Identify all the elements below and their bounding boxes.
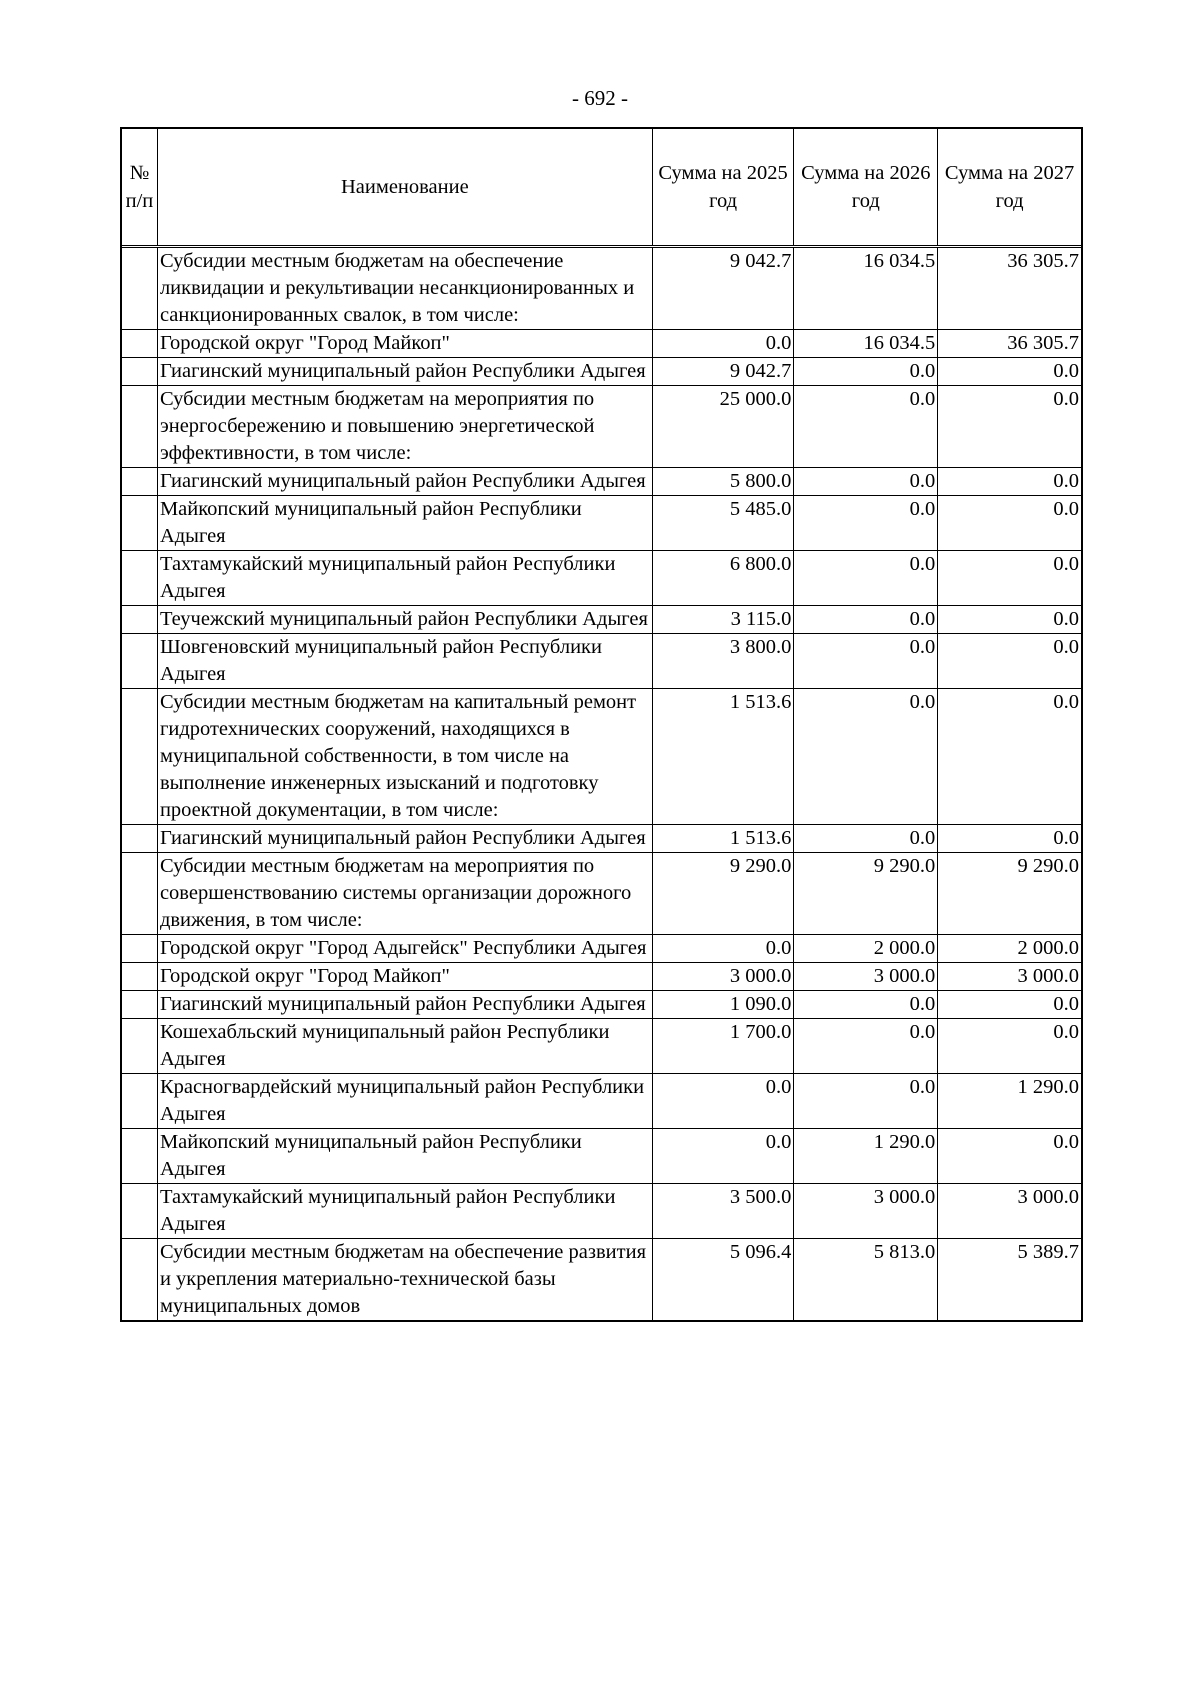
header-2026: Сумма на 2026 год	[794, 129, 938, 247]
row-value-2025: 1 513.6	[652, 825, 794, 853]
row-name: Субсидии местным бюджетам на мероприятия по энергосбережению и повышению энергетической эффективности, в том числе:	[157, 386, 652, 468]
row-name: Тахтамукайский муниципальный район Республики Адыгея	[157, 551, 652, 606]
row-name: Гиагинский муниципальный район Республики Адыгея	[157, 991, 652, 1019]
row-value-2026: 16 034.5	[794, 247, 938, 330]
row-value-2027: 0.0	[938, 991, 1082, 1019]
row-value-2027: 5 389.7	[938, 1239, 1082, 1321]
row-value-2026: 0.0	[794, 825, 938, 853]
row-value-2025: 0.0	[652, 1074, 794, 1129]
row-value-2025: 0.0	[652, 935, 794, 963]
row-name: Шовгеновский муниципальный район Республики Адыгея	[157, 634, 652, 689]
table-row	[122, 825, 1082, 853]
row-index	[122, 1239, 158, 1321]
row-index	[122, 551, 158, 606]
table-row	[122, 496, 1082, 551]
table-row	[122, 935, 1082, 963]
table-row	[122, 1074, 1082, 1129]
row-name: Красногвардейский муниципальный район Республики Адыгея	[157, 1074, 652, 1129]
row-index	[122, 468, 158, 496]
row-name: Субсидии местным бюджетам на капитальный ремонт гидротехнических сооружений, находящихся в муниципальной собственности, в том числе на выполнение инженерных изысканий и подготовку проектной документации, в том числе:	[157, 689, 652, 825]
row-value-2025: 9 042.7	[652, 247, 794, 330]
row-value-2027: 0.0	[938, 825, 1082, 853]
budget-table	[121, 128, 1082, 1321]
row-index	[122, 991, 158, 1019]
row-value-2026: 0.0	[794, 358, 938, 386]
table-row	[122, 1239, 1082, 1321]
row-value-2025: 25 000.0	[652, 386, 794, 468]
table-row	[122, 634, 1082, 689]
row-value-2025: 3 115.0	[652, 606, 794, 634]
row-index	[122, 689, 158, 825]
row-index	[122, 386, 158, 468]
row-value-2026: 0.0	[794, 991, 938, 1019]
row-index	[122, 1129, 158, 1184]
row-name: Кошехабльский муниципальный район Республики Адыгея	[157, 1019, 652, 1074]
row-index	[122, 496, 158, 551]
table-row	[122, 606, 1082, 634]
row-value-2025: 0.0	[652, 330, 794, 358]
row-index	[122, 1074, 158, 1129]
row-value-2025: 5 485.0	[652, 496, 794, 551]
table-body	[122, 247, 1082, 1321]
row-value-2025: 9 042.7	[652, 358, 794, 386]
row-index	[122, 1019, 158, 1074]
row-value-2025: 5 800.0	[652, 468, 794, 496]
row-value-2026: 3 000.0	[794, 963, 938, 991]
row-value-2027: 9 290.0	[938, 853, 1082, 935]
row-value-2026: 9 290.0	[794, 853, 938, 935]
header-index: № п/п	[122, 129, 158, 247]
table-row	[122, 330, 1082, 358]
row-value-2026: 0.0	[794, 689, 938, 825]
row-value-2027: 0.0	[938, 551, 1082, 606]
row-name: Городской округ "Город Майкоп"	[157, 963, 652, 991]
row-value-2026: 0.0	[794, 606, 938, 634]
row-value-2027: 0.0	[938, 634, 1082, 689]
header-name: Наименование	[157, 129, 652, 247]
row-value-2026: 0.0	[794, 634, 938, 689]
row-name: Городской округ "Город Адыгейск" Республики Адыгея	[157, 935, 652, 963]
row-name: Гиагинский муниципальный район Республики Адыгея	[157, 468, 652, 496]
table-row	[122, 358, 1082, 386]
row-index	[122, 1184, 158, 1239]
row-value-2027: 0.0	[938, 1019, 1082, 1074]
row-value-2026: 16 034.5	[794, 330, 938, 358]
row-index	[122, 330, 158, 358]
table-row	[122, 1184, 1082, 1239]
row-value-2025: 3 500.0	[652, 1184, 794, 1239]
row-value-2025: 6 800.0	[652, 551, 794, 606]
row-value-2025: 1 700.0	[652, 1019, 794, 1074]
page-number: - 692 -	[572, 86, 628, 110]
row-value-2027: 0.0	[938, 689, 1082, 825]
row-value-2025: 0.0	[652, 1129, 794, 1184]
row-index	[122, 358, 158, 386]
table-row	[122, 468, 1082, 496]
row-value-2027: 1 290.0	[938, 1074, 1082, 1129]
row-index	[122, 247, 158, 330]
row-value-2027: 0.0	[938, 606, 1082, 634]
table-row	[122, 386, 1082, 468]
row-index	[122, 853, 158, 935]
row-name: Майкопский муниципальный район Республики Адыгея	[157, 496, 652, 551]
row-index	[122, 825, 158, 853]
row-value-2025: 3 000.0	[652, 963, 794, 991]
row-value-2025: 1 513.6	[652, 689, 794, 825]
table-row	[122, 1019, 1082, 1074]
row-value-2026: 0.0	[794, 1074, 938, 1129]
row-index	[122, 935, 158, 963]
table-row	[122, 247, 1082, 330]
row-value-2027: 3 000.0	[938, 963, 1082, 991]
row-index	[122, 963, 158, 991]
table-row	[122, 551, 1082, 606]
row-value-2027: 0.0	[938, 358, 1082, 386]
header-2025: Сумма на 2025 год	[652, 129, 794, 247]
row-value-2026: 1 290.0	[794, 1129, 938, 1184]
row-value-2027: 36 305.7	[938, 330, 1082, 358]
row-value-2026: 0.0	[794, 496, 938, 551]
row-name: Гиагинский муниципальный район Республики Адыгея	[157, 825, 652, 853]
row-name: Субсидии местным бюджетам на мероприятия по совершенствованию системы организации дорожного движения, в том числе:	[157, 853, 652, 935]
row-value-2026: 2 000.0	[794, 935, 938, 963]
row-name: Городской округ "Город Майкоп"	[157, 330, 652, 358]
row-name: Тахтамукайский муниципальный район Республики Адыгея	[157, 1184, 652, 1239]
table-row	[122, 963, 1082, 991]
row-value-2025: 1 090.0	[652, 991, 794, 1019]
row-value-2026: 0.0	[794, 551, 938, 606]
row-value-2027: 36 305.7	[938, 247, 1082, 330]
row-value-2027: 0.0	[938, 1129, 1082, 1184]
table-row	[122, 991, 1082, 1019]
row-value-2027: 0.0	[938, 386, 1082, 468]
row-value-2027: 3 000.0	[938, 1184, 1082, 1239]
row-name: Субсидии местным бюджетам на обеспечение ликвидации и рекультивации несанкционированных и санкционированных свалок, в том числе:	[157, 247, 652, 330]
row-value-2025: 3 800.0	[652, 634, 794, 689]
row-value-2027: 0.0	[938, 468, 1082, 496]
row-value-2027: 2 000.0	[938, 935, 1082, 963]
row-name: Субсидии местным бюджетам на обеспечение развития и укрепления материально-технической базы муниципальных домов	[157, 1239, 652, 1321]
row-name: Майкопский муниципальный район Республики Адыгея	[157, 1129, 652, 1184]
row-name: Теучежский муниципальный район Республики Адыгея	[157, 606, 652, 634]
row-index	[122, 606, 158, 634]
table-header	[122, 129, 1082, 247]
table-row	[122, 689, 1082, 825]
row-name: Гиагинский муниципальный район Республики Адыгея	[157, 358, 652, 386]
row-value-2025: 9 290.0	[652, 853, 794, 935]
table-row	[122, 853, 1082, 935]
row-value-2027: 0.0	[938, 496, 1082, 551]
row-value-2026: 5 813.0	[794, 1239, 938, 1321]
row-value-2026: 0.0	[794, 468, 938, 496]
row-value-2026: 0.0	[794, 386, 938, 468]
row-value-2026: 3 000.0	[794, 1184, 938, 1239]
row-value-2026: 0.0	[794, 1019, 938, 1074]
row-index	[122, 634, 158, 689]
row-value-2025: 5 096.4	[652, 1239, 794, 1321]
header-2027: Сумма на 2027 год	[938, 129, 1082, 247]
table-row	[122, 1129, 1082, 1184]
